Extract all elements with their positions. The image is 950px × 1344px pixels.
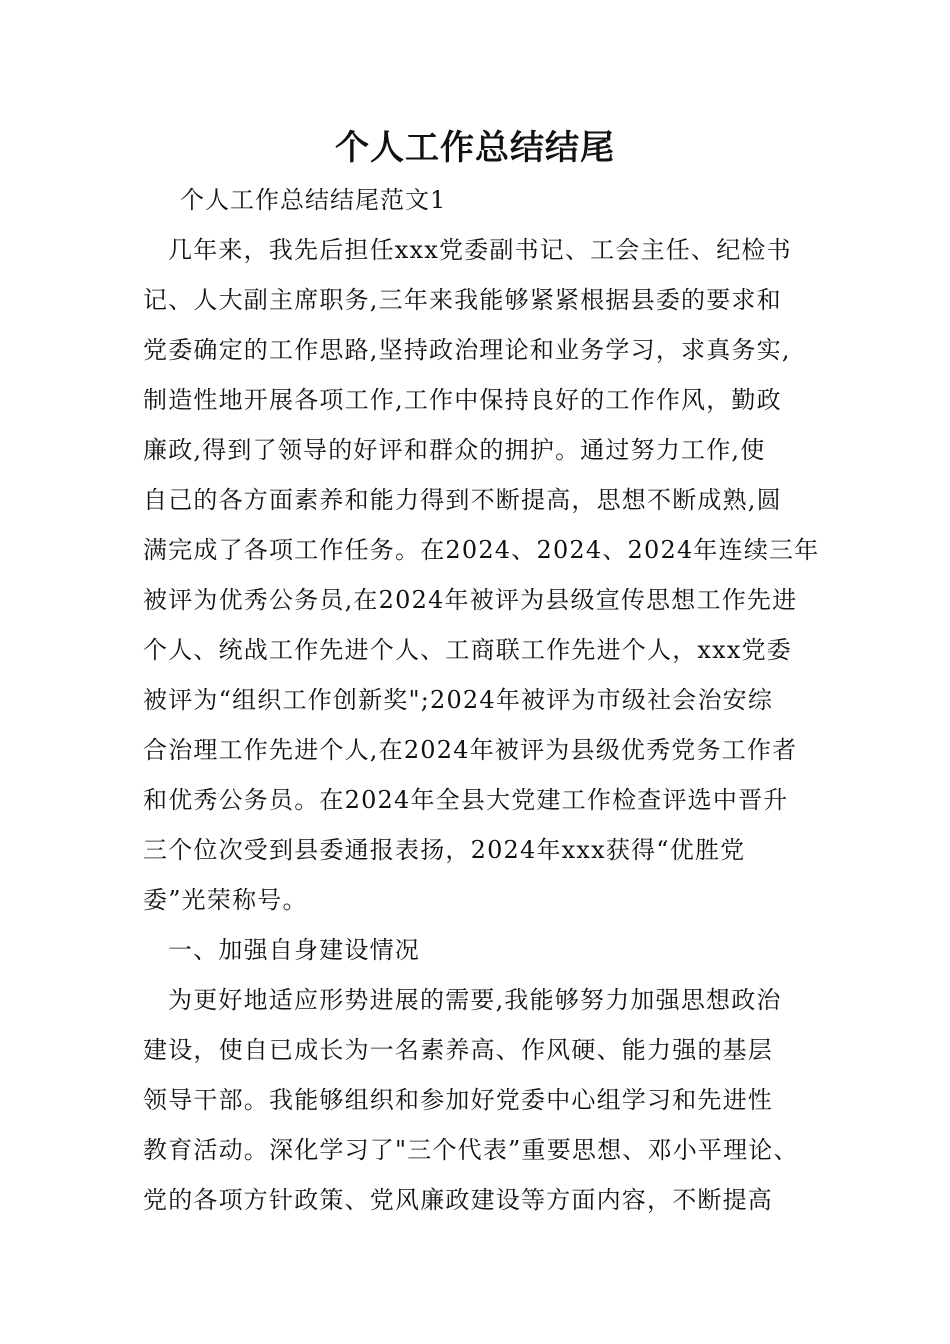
paragraph-line: 被评为“组织工作创新奖";2024年被评为市级社会治安综 [143,686,774,714]
paragraph-line: 个人、统战工作先进个人、工商联工作先进个人，xxx党委 [143,636,793,664]
document-title: 个人工作总结结尾 [335,128,615,168]
paragraph-line: 党的各项方针政策、党风廉政建设等方面内容，不断提高 [143,1186,773,1214]
paragraph-line: 制造性地开展各项工作,工作中保持良好的工作作风，勤政 [143,386,782,414]
paragraph-line: 党委确定的工作思路,坚持政治理论和业务学习，求真务实, [143,336,791,364]
paragraph-line: 满完成了各项工作任务。在2024、2024、2024年连续三年 [143,536,820,564]
paragraph-line: 被评为优秀公务员,在2024年被评为县级宣传思想工作先进 [143,586,798,614]
paragraph-line: 合治理工作先进个人,在2024年被评为县级优秀党务工作者 [143,736,798,764]
paragraph-line: 自己的各方面素养和能力得到不断提高，思想不断成熟,圆 [143,486,782,514]
paragraph-line: 建设，使自已成长为一名素养高、作风硬、能力强的基层 [143,1036,773,1064]
paragraph-line: 委”光荣称号。 [143,886,308,914]
paragraph-line: 领导干部。我能够组织和参加好党委中心组学习和先进性 [143,1086,773,1114]
paragraph-line: 和优秀公务员。在2024年全县大党建工作检查评选中晋升 [143,786,789,814]
paragraph-line: 记、人大副主席职务,三年来我能够紧紧根据县委的要求和 [143,286,782,314]
paragraph-line: 为更好地适应形势进展的需要,我能够努力加强思想政治 [168,986,782,1014]
paragraph-line: 廉政,得到了领导的好评和群众的拥护。通过努力工作,使 [143,436,766,464]
paragraph-line: 三个位次受到县委通报表扬，2024年xxx获得“优胜党 [143,836,746,864]
paragraph-line: 几年来，我先后担任xxx党委副书记、工会主任、纪检书 [168,236,792,264]
section-heading: 一、加强自身建设情况 [168,936,420,964]
paragraph-line: 教育活动。深化学习了"三个代表”重要思想、邓小平理论、 [143,1136,799,1164]
document-subtitle: 个人工作总结结尾范文1 [180,186,447,214]
